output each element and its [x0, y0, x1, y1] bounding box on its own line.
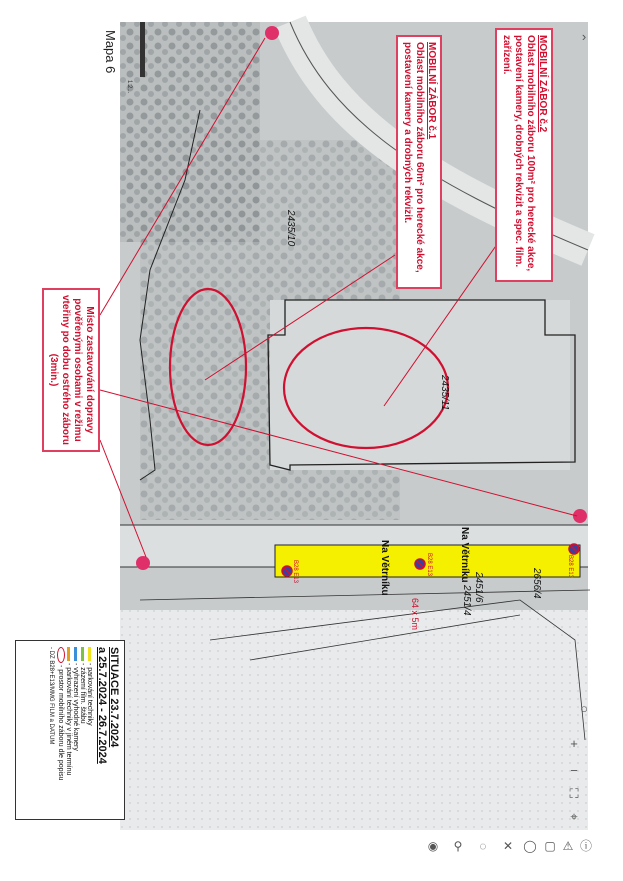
scale-bar	[140, 22, 145, 77]
locate-icon[interactable]: ◯	[523, 839, 537, 853]
legend-swatch	[88, 647, 91, 661]
legend-subtitle: a 25.7.2024 - 26.7.2024	[96, 647, 108, 764]
sign-code: B28 E13	[292, 560, 298, 584]
note-body: Oblast mobilního záboru 100m² pro herecké akce, postavení kamery, drobných rekvizit a spec. film. zařízení.	[501, 35, 536, 272]
traffic-stop-marker	[265, 26, 279, 40]
note-body: Místo zastavování dopravy pověřenými osobami v režimu vteřiny po dobu ostrého záboru (3min.)	[48, 295, 95, 446]
note-mobile-zone-2	[495, 28, 553, 282]
sign-code: B28 E13	[567, 555, 573, 579]
note-heading: MOBILNÍ ZÁBOR č.1	[426, 42, 437, 140]
legend-item	[57, 647, 65, 813]
layers-icon[interactable]: ◉	[427, 839, 439, 853]
legend-item	[79, 647, 86, 813]
legend-items	[57, 647, 93, 813]
legend-item-label: - parkování techniky v jiném termínu	[65, 662, 72, 776]
traffic-sign	[569, 544, 579, 554]
parcel-label: 2435/11	[439, 375, 450, 411]
target-icon[interactable]: ⌖	[570, 809, 578, 824]
sign-code: B28 E13	[426, 553, 432, 577]
street-label: Na Větrníku	[379, 540, 390, 596]
scale-label: 1:2...	[126, 80, 132, 94]
draw-icon[interactable]: ✕	[502, 839, 514, 853]
traffic-sign	[282, 566, 292, 576]
parcel-label: 2451/4	[461, 585, 472, 616]
legend-item-label: - parkování techniky	[86, 662, 93, 726]
measure-icon[interactable]: ◌	[479, 839, 487, 853]
traffic-stop-marker	[136, 556, 150, 570]
legend-item-label: - vyhrazení vyhodné kamery	[72, 662, 79, 751]
search-icon[interactable]: ⚲	[453, 839, 463, 853]
legend-title: SITUACE 23.7.2024	[108, 647, 120, 748]
note-traffic-stop	[42, 288, 100, 452]
traffic-sign	[415, 559, 425, 569]
legend-swatch	[57, 647, 65, 663]
legend-swatch	[74, 647, 77, 661]
share-icon[interactable]: ⚠	[562, 839, 574, 853]
note-heading: MOBILNÍ ZÁBOR č.2	[537, 35, 548, 133]
legend-item	[86, 647, 93, 813]
legend-item-label: - prostor mobilního záboru dle popisu	[57, 664, 65, 781]
expand-icon[interactable]: ○	[580, 701, 588, 716]
dimension-label: 64 x 5m	[410, 598, 420, 631]
note-body: Oblast mobilního záboru 60m² pro herecké akce, postavení kamery a drobných rekvizit.	[402, 42, 425, 273]
legend-item	[65, 647, 72, 813]
parcel-label: 2656/4	[531, 568, 542, 599]
lawn-area	[270, 300, 570, 470]
legend-footer: - DZ B28+E13/MMG FILM a DATUM	[48, 647, 54, 745]
map-title: Mapa 6	[103, 30, 118, 74]
legend-swatch	[81, 647, 84, 661]
legend-swatch	[67, 647, 70, 661]
note-mobile-zone-1	[396, 35, 442, 289]
legend-item-label: - zázemí film. štábu	[79, 662, 86, 724]
parcel-label: 2435/10	[285, 210, 296, 247]
parcel-label: 2451/6	[473, 572, 484, 603]
fullscreen-icon[interactable]: ⛶	[569, 786, 579, 801]
zoom-in-icon[interactable]: +	[570, 736, 578, 751]
chevron-right-icon[interactable]: ›	[581, 29, 587, 44]
legend-item	[72, 647, 79, 813]
info-icon[interactable]: ⓘ	[579, 839, 592, 853]
street-label: Na Větrníku	[459, 527, 470, 583]
print-icon[interactable]: ▢	[544, 839, 556, 853]
zoom-out-icon[interactable]: −	[570, 763, 578, 778]
legend	[15, 640, 125, 820]
